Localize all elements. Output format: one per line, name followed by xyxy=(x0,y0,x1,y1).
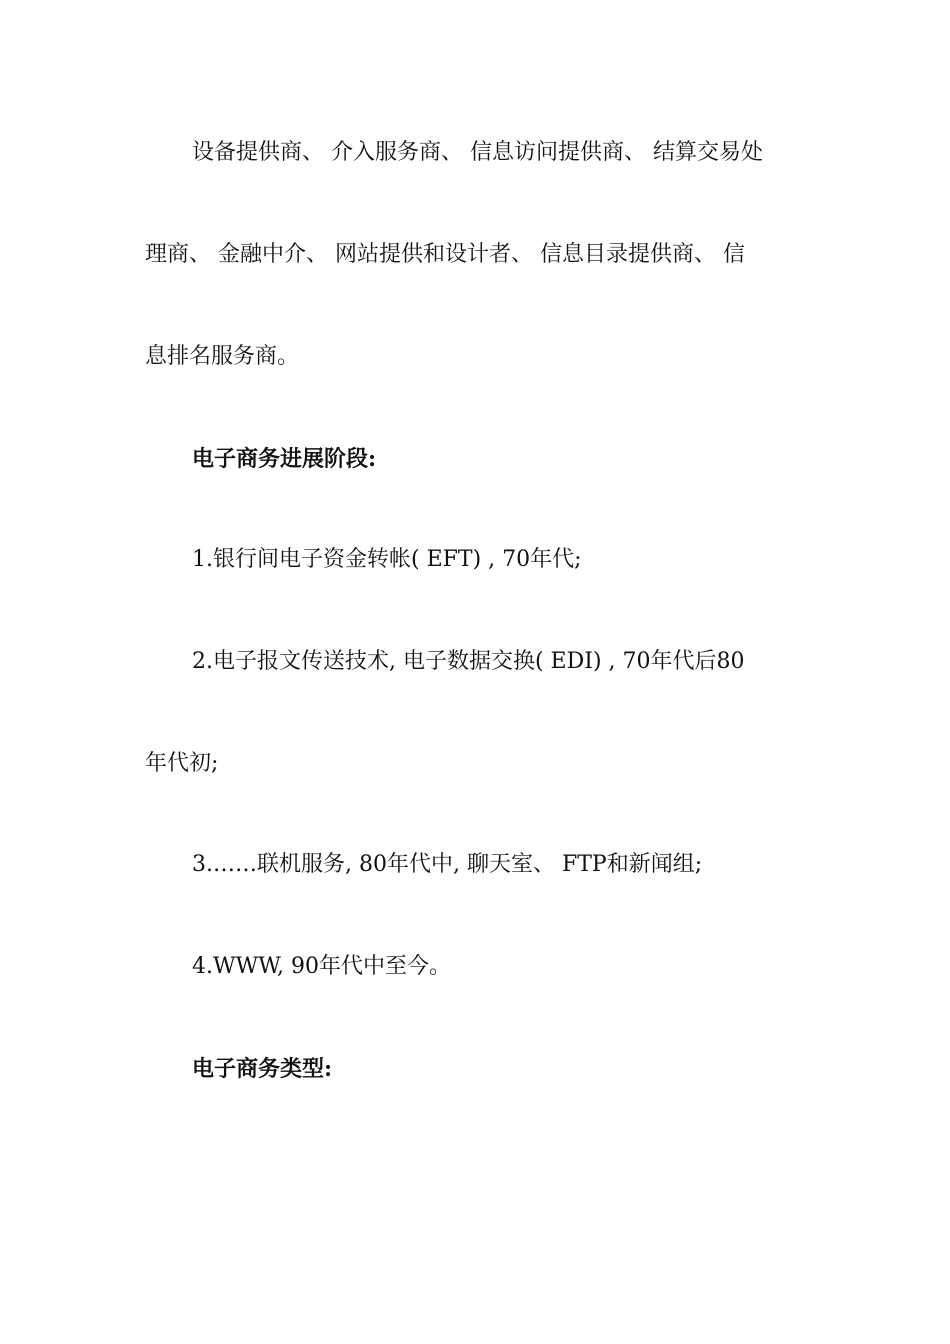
paragraph-providers-line-2: 理商、 金融中介、 网站提供和设计者、 信息目录提供商、 信 xyxy=(145,242,745,267)
list-item-stage-2-line-1: 2.电子报文传送技术, 电子数据交换( EDI) , 70年代后80 xyxy=(192,649,745,674)
heading-ecommerce-types: 电子商务类型: xyxy=(192,1056,333,1082)
list-item-stage-3: 3.……联机服务, 80年代中, 聊天室、 FTP和新闻组; xyxy=(192,852,703,877)
heading-development-stages: 电子商务进展阶段: xyxy=(192,446,377,472)
list-item-stage-2-line-2: 年代初; xyxy=(145,751,219,776)
paragraph-providers-line-1: 设备提供商、 介入服务商、 信息访问提供商、 结算交易处 xyxy=(192,140,763,165)
list-item-stage-4: 4.WWW, 90年代中至今。 xyxy=(192,954,451,979)
list-item-stage-1: 1.银行间电子资金转帐( EFT) , 70年代; xyxy=(192,547,582,572)
paragraph-providers-line-3: 息排名服务商。 xyxy=(145,344,300,369)
